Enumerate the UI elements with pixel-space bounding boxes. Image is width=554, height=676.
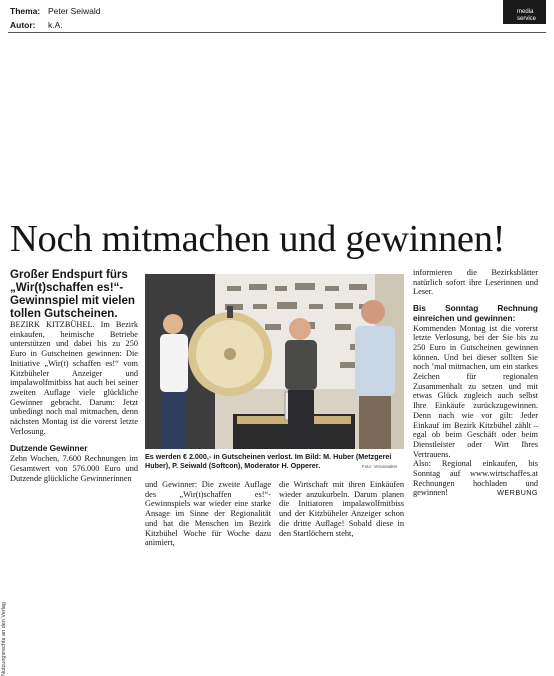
event-photo-illustration — [145, 274, 404, 449]
side-rights-note: Nutzungsrechte an den Verlag — [1, 602, 7, 676]
photo-credit: Foto: Veranstalter — [362, 464, 398, 469]
media-service-badge — [503, 0, 546, 24]
column-3 — [279, 480, 404, 538]
autor-label: Autor: — [10, 20, 36, 30]
thema-label: Thema: — [10, 6, 41, 16]
col2-paragraph-1: und Gewinner: Die zweite Auflage des „Wir(t)schaffen es!“-Gewinnspiels war wieder eine starke Ansage im Sinne der Regionalität und hat die Menschen im Bezirk Kitzbühel Woche für Woche dazu animiert, — [145, 480, 271, 548]
col1-text-1: Im Bezirk einkaufen, heimische Betriebe unterstützen und dabei bis zu 250 Euro in Gutscheinen gewinnen: Die Initiative „Wir(t) schaffen es!“ vom Kitzbüheler Anzeiger und impalawolfmitbiss hat auch bei seiner zweiten Auflage viele glückliche Gewinner gebracht. Darum: Jetzt unbedingt noch mal mitmachen, denn nächsten Montag ist die vorerst letzte Verlosung. — [10, 320, 138, 436]
photo-caption: Es werden € 2.000,- in Gutscheinen verlost. Im Bild: M. Huber (Metzgerei Huber), P. Seiwald (Softcon), Moderator H. Opperer. — [145, 452, 392, 470]
col4-text-3: Also: Regional einkaufen, bis Sonntag auf www.wirtschaffes.at Rechnungen hochladen und gewinnen! — [413, 459, 538, 498]
column-4 — [413, 268, 538, 498]
col4-paragraph-1: informieren die Bezirksblätter natürlich sofort ihre Leserinnen und Leser. — [413, 268, 538, 297]
autor-value: k.A. — [48, 20, 63, 30]
col1-paragraph-2: Zehn Wochen, 7.600 Rechnungen im Gesamtwert von 576.000 Euro und Dutzende glückliche Gewinnerinnen — [10, 454, 138, 483]
col4-paragraph-2: Kommenden Montag ist die vorerst letzte Verlosung, bei der Sie bis zu 250 Euro in Gutscheinen gewinnen können. Und bei dieser sollten Sie noch ’mal mitmachen, um ein starkes Zeichen für regionalen Zusammenhalt zu setzen und mit etwas Glück zugleich auch selbst Ihre Einkäufe zurückzugewinnen. Denn nach wie vor gilt: Jeder Einkauf im Bezirk Kitzbühel zählt – egal ob beim Geschäft oder beim Dienstleister oder Wirt Ihres Vertrauens. — [413, 323, 538, 459]
column-2 — [145, 480, 271, 548]
badge-line-2: service — [517, 15, 537, 22]
col3-paragraph-1: die Wirtschaft mit ihren Einkäufen wieder anzukurbeln. Darum planen die Initiatoren impalawolfmitbiss und der Kitzbüheler Anzeiger schon die dritte Auflage! Sobald diese in den Startlöchern steht, — [279, 480, 404, 538]
meta-thema-row — [10, 6, 100, 16]
header-rule — [8, 32, 546, 33]
article-subheadline: Großer Endspurt fürs „Wir(t)schaffen es!“-Gewinnspiel mit vielen tollen Gutscheinen. — [10, 268, 135, 320]
heading-bis-sonntag: Bis Sonntag Rechnung einreichen und gewinnen: — [413, 303, 538, 323]
column-1 — [10, 268, 138, 483]
dateline: BEZIRK KITZBÜHEL. — [10, 320, 95, 329]
col4-paragraph-3 — [413, 459, 538, 498]
heading-dutzende-gewinner: Dutzende Gewinner — [10, 443, 88, 454]
article-headline: Noch mitmachen und gewinnen! — [10, 218, 506, 260]
werbung-label: WERBUNG — [497, 488, 538, 498]
event-photo — [145, 274, 404, 449]
col1-paragraph-1 — [10, 320, 138, 436]
meta-autor-row — [10, 20, 63, 30]
thema-value: Peter Seiwald — [48, 6, 101, 16]
badge-line-1: media — [517, 9, 534, 15]
